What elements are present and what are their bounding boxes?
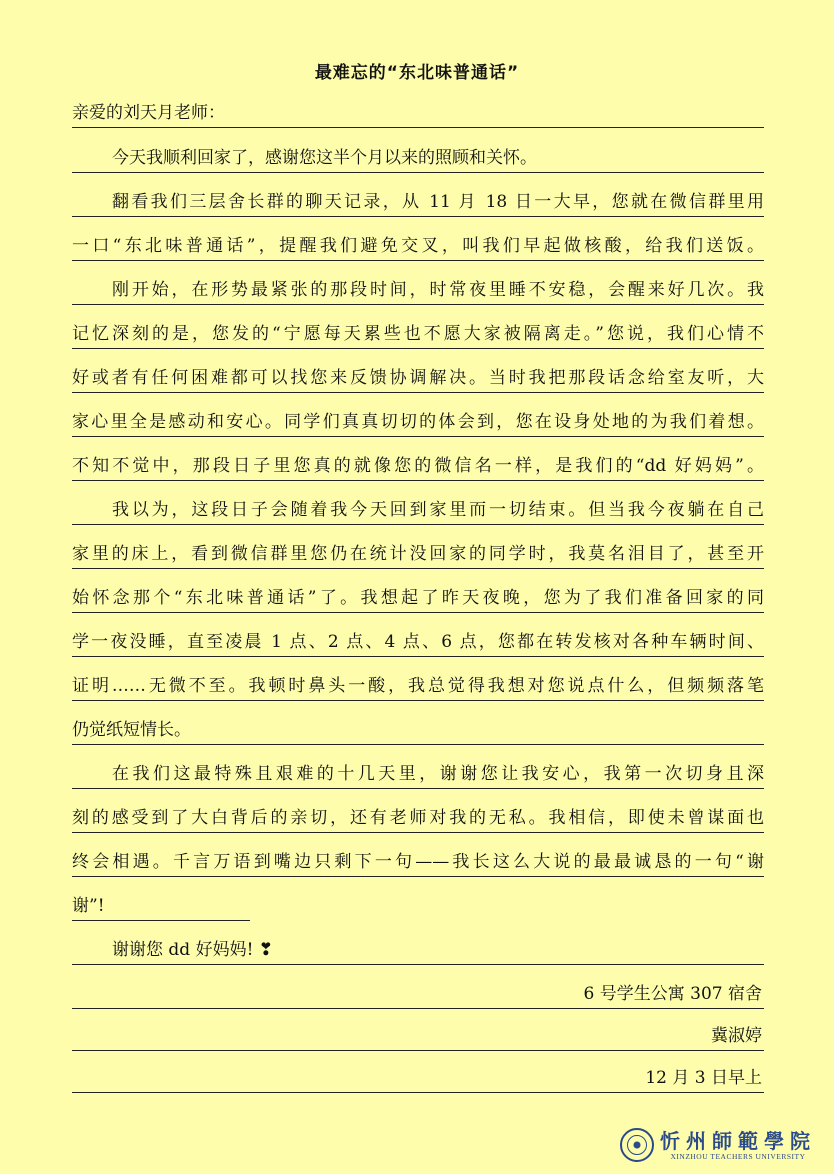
letter-line: 今天我顺利回家了，感谢您这半个月以来的照顾和关怀。 <box>72 143 764 173</box>
letter-line: 仍觉纸短情长。 <box>72 715 764 745</box>
signature-name: 冀淑婷 <box>72 1021 764 1051</box>
letter-line: 谢”! <box>72 891 250 921</box>
letter-line: 刻的感受到了大白背后的亲切，还有老师对我的无私。我相信，即使未曾谋面也 <box>72 803 764 833</box>
letter-line: 记忆深刻的是，您发的“宁愿每天累些也不愿大家被隔离走。”您说，我们心情不 <box>72 319 764 349</box>
letter-line: 在我们这最特殊且艰难的十几天里，谢谢您让我安心，我第一次切身且深 <box>72 759 764 789</box>
letter-line: 始怀念那个“东北味普通话”了。我想起了昨天夜晚，您为了我们准备回家的同 <box>72 583 764 613</box>
signature-place: 6 号学生公寓 307 宿舍 <box>72 979 764 1009</box>
university-seal-icon <box>620 1128 654 1162</box>
letter-line: 证明……无微不至。我顿时鼻头一酸，我总觉得我想对您说点什么，但频频落笔 <box>72 671 764 701</box>
letter-title: 最难忘的“东北味普通话” <box>314 63 520 83</box>
letter-line: 一口“东北味普通话”，提醒我们避免交叉，叫我们早起做核酸，给我们送饭。 <box>72 231 764 261</box>
signature-date: 12 月 3 日早上 <box>72 1063 764 1093</box>
salutation: 亲爱的刘天月老师： <box>72 98 764 128</box>
letter-line: 不知不觉中，那段日子里您真的就像您的微信名一样，是我们的“dd 好妈妈”。 <box>72 451 764 481</box>
university-name-en: XINZHOU TEACHERS UNIVERSITY <box>670 1151 806 1161</box>
letter-line: 学一夜没睡，直至凌晨 1 点、2 点、4 点、6 点，您都在转发核对各种车辆时间、 <box>72 627 764 657</box>
university-name-cn: 忻州師範學院 <box>660 1128 816 1153</box>
letter-line: 我以为，这段日子会随着我今天回到家里而一切结束。但当我今夜躺在自己 <box>72 495 764 525</box>
university-logo <box>620 1128 816 1162</box>
letter-line: 刚开始，在形势最紧张的那段时间，时常夜里睡不安稳，会醒来好几次。我 <box>72 275 764 305</box>
letter-line: 家心里全是感动和安心。同学们真真切切的体会到，您在设身处地的为我们着想。 <box>72 407 764 437</box>
letter-line: 谢谢您 dd 好妈妈! ❣ <box>72 935 764 965</box>
letter-line: 翻看我们三层舍长群的聊天记录，从 11 月 18 日一大早，您就在微信群里用 <box>72 187 764 217</box>
letter-line: 好或者有任何困难都可以找您来反馈协调解决。当时我把那段话念给室友听，大 <box>72 363 764 393</box>
letter-line: 家里的床上，看到微信群里您仍在统计没回家的同学时，我莫名泪目了，甚至开 <box>72 539 764 569</box>
letter-line: 终会相遇。千言万语到嘴边只剩下一句——我长这么大说的最最诚恳的一句“谢 <box>72 847 764 877</box>
